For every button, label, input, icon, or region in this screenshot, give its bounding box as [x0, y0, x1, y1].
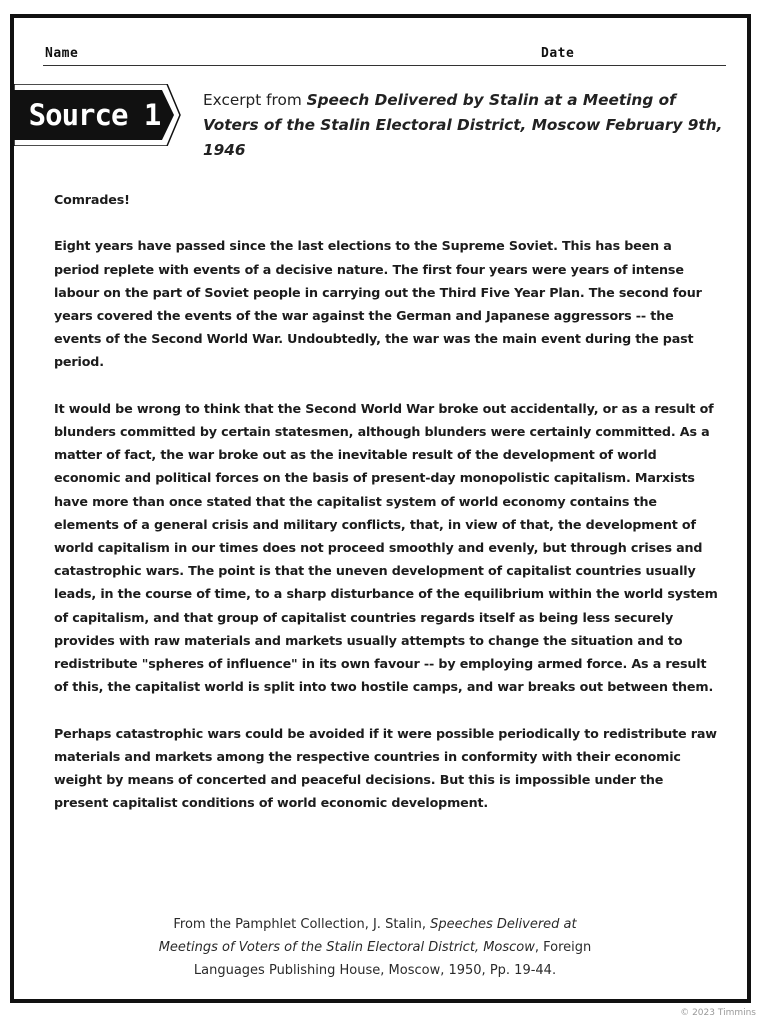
citation — [150, 913, 600, 982]
citation-title: Speeches Delivered at Meetings of Voters of the Stalin Electoral District, Moscow — [158, 917, 577, 955]
excerpt-title: Speech Delivered by Stalin at a Meeting of Voters of the Stalin Electoral District, Moscow February 9th, 1946 — [203, 91, 723, 159]
paragraph: Eight years have passed since the last elections to the Supreme Soviet. This has been a period replete with events of a decisive nature. The first four years were years of intense labour on the part of Soviet people in carrying out the Third Five Year Plan. The second four years covered the events of the war against the German and Japanese aggressors -- the events of the Second World War. Undoubtedly, the war was the main event during the past period. — [54, 238, 702, 370]
date-label: Date — [541, 46, 575, 61]
name-label: Name — [45, 46, 79, 61]
citation-part2: , Foreign Languages Publishing House, Moscow, 1950, Pp. 19-44. — [193, 940, 592, 978]
copyright-text: © 2023 Timmins — [680, 1008, 756, 1018]
banner-label: Source 1 — [28, 98, 161, 132]
speech-body — [54, 188, 720, 838]
paragraph: Perhaps catastrophic wars could be avoided if it were possible periodically to redistribute raw materials and markets among the respective countries in conformity with their economic weight by means of concerted and peaceful decisions. But this is impossible under the present capitalist conditions of world economic development. — [54, 725, 717, 811]
source-banner — [14, 84, 174, 146]
excerpt-prefix: Excerpt from — [203, 91, 307, 109]
paragraph: Comrades! — [54, 192, 130, 207]
header-rule — [43, 65, 726, 66]
excerpt-heading — [203, 88, 733, 163]
citation-part1: From the Pamphlet Collection, J. Stalin, — [173, 917, 431, 932]
paragraph: It would be wrong to think that the Second World War broke out accidentally, or as a result of blunders committed by certain statesmen, although blunders were certainly committed. As a matter of fact, the war broke out as the inevitable result of the development of world economic and political forces on the basis of present-day monopolistic capitalism. Marxists have more than once stated that the capitalist system of world economy contains the elements of a general crisis and military conflicts, that, in view of that, the development of world capitalism in our times does not proceed smoothly and evenly, but through crises and catastrophic wars. The point is that the uneven development of capitalist countries usually leads, in the course of time, to a sharp disturbance of the equilibrium within the world system of capitalism, and that group of capitalist countries regards itself as being less securely provides with raw materials and markets usually attempts to change the situation and to redistribute "spheres of influence" in its own favour -- by employing armed force. As a result of this, the capitalist world is split into two hostile camps, and war breaks out between them. — [54, 400, 718, 695]
